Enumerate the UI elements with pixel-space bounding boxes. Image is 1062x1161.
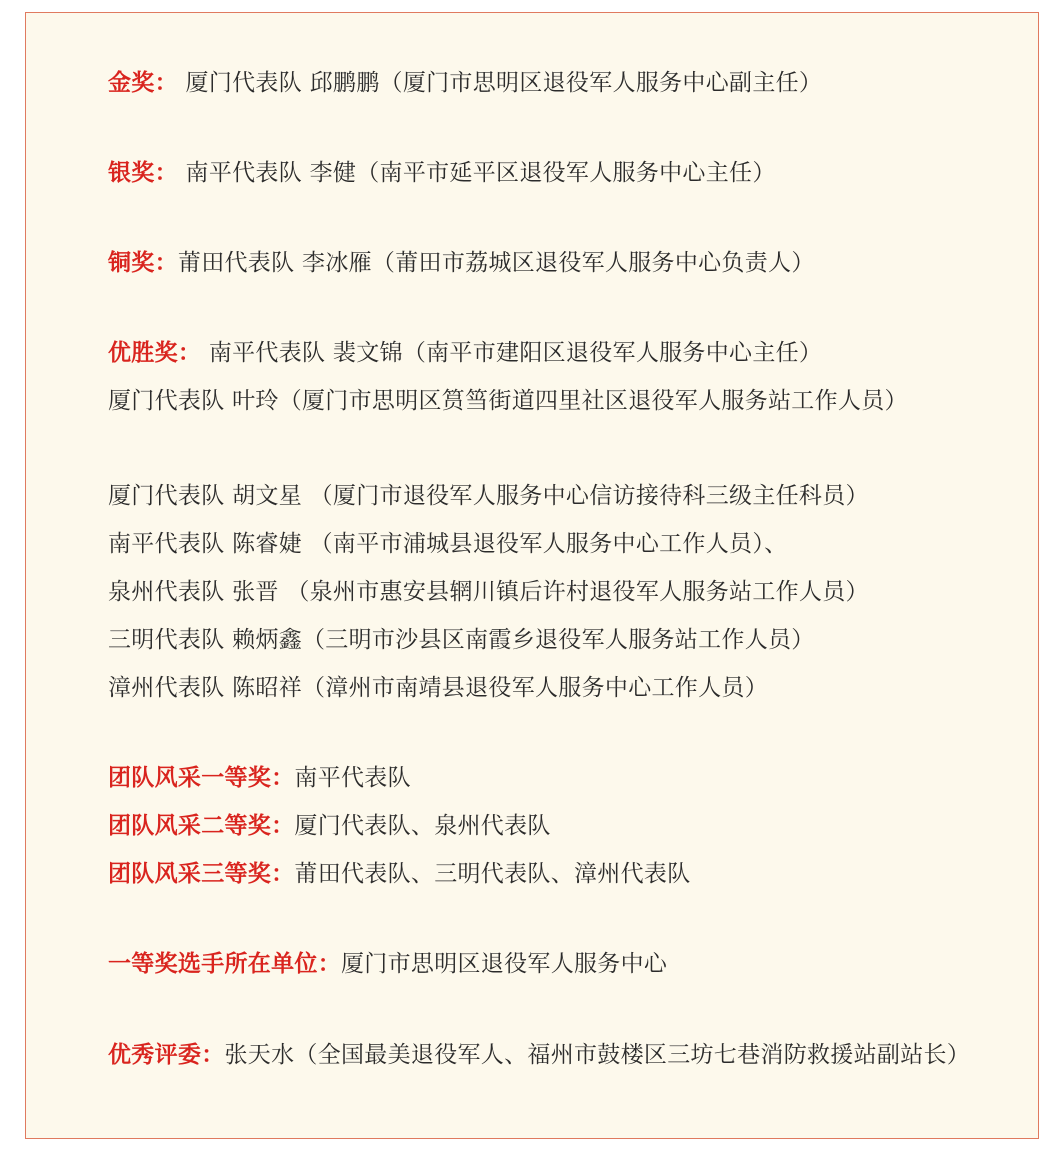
excellence-item: 三明代表队 赖炳鑫（三明市沙县区南霞乡退役军人服务站工作人员） xyxy=(108,627,815,653)
silver-award-line xyxy=(56,150,1011,197)
silver-award-text: 南平代表队 李健（南平市延平区退役军人服务中心主任） xyxy=(177,160,776,186)
excellence-award-text: 南平代表队 裴文锦（南平市建阳区退役军人服务中心主任） xyxy=(201,340,823,366)
excellence-item: 厦门代表队 胡文星 （厦门市退役军人服务中心信访接待科三级主任科员） xyxy=(108,483,869,509)
unit-award-text: 厦门市思明区退役军人服务中心 xyxy=(341,951,668,977)
gold-award-label: 金奖： xyxy=(108,70,178,96)
team-award-line xyxy=(56,803,1011,850)
team-award-text: 莆田代表队、三明代表队、漳州代表队 xyxy=(294,861,691,887)
excellence-item: 南平代表队 陈睿婕 （南平市浦城县退役军人服务中心工作人员）、 xyxy=(108,531,788,557)
team-award-line xyxy=(56,755,1011,802)
judge-award-label: 优秀评委： xyxy=(108,1042,225,1068)
excellence-award-label: 优胜奖： xyxy=(108,340,202,366)
bronze-award-text: 莆田代表队 李冰雁（莆田市荔城区退役军人服务中心负责人） xyxy=(177,250,815,276)
excellence-item: 厦门代表队 叶玲（厦门市思明区筼筜街道四里社区退役军人服务站工作人员） xyxy=(108,388,908,414)
team-award-label: 团队风采二等奖： xyxy=(108,813,295,839)
gold-award-line xyxy=(56,60,1011,107)
team-award-line xyxy=(56,851,1011,898)
team-award-label: 团队风采一等奖： xyxy=(108,765,295,791)
unit-award-label: 一等奖选手所在单位： xyxy=(108,951,341,977)
judge-award-text: 张天水（全国最美退役军人、福州市鼓楼区三坊七巷消防救援站副站长） xyxy=(224,1042,971,1068)
bronze-award-label: 铜奖： xyxy=(108,250,178,276)
excellence-item: 漳州代表队 陈昭祥（漳州市南靖县退役军人服务中心工作人员） xyxy=(108,675,769,701)
excellence-item: 泉州代表队 张晋 （泉州市惠安县辋川镇后许村退役军人服务站工作人员） xyxy=(108,579,869,605)
excellence-award-line xyxy=(56,330,1011,377)
team-award-text: 厦门代表队、泉州代表队 xyxy=(294,813,551,839)
judge-award-line xyxy=(56,1032,1011,1079)
gold-award-text: 厦门代表队 邱鹏鹏（厦门市思明区退役军人服务中心副主任） xyxy=(177,70,823,96)
award-card xyxy=(25,12,1039,1139)
silver-award-label: 银奖： xyxy=(108,160,178,186)
team-award-text: 南平代表队 xyxy=(294,765,411,791)
team-award-label: 团队风采三等奖： xyxy=(108,861,295,887)
unit-award-line xyxy=(56,941,1011,988)
bronze-award-line xyxy=(56,240,1011,287)
